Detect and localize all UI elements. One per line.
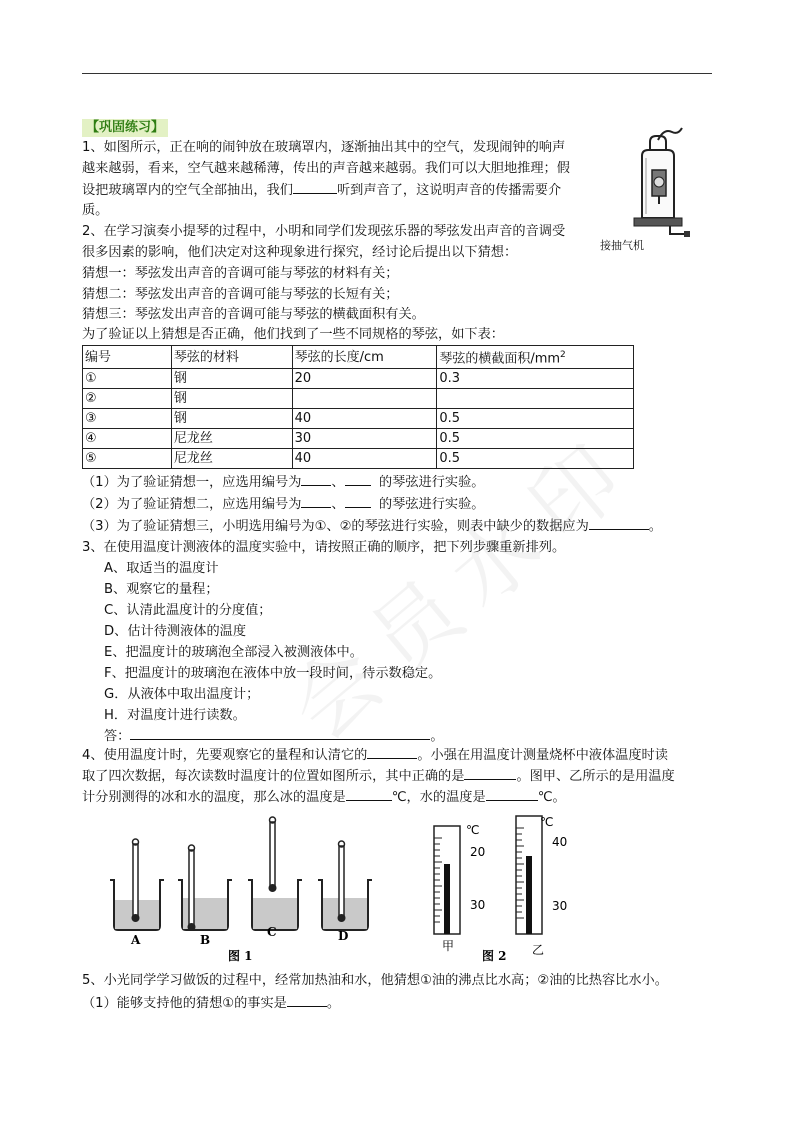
q1-line-2: 越来越弱，看来，空气越来越稀薄，传出的声音越来越弱。我们可以大胆地推理；假	[82, 161, 570, 176]
beaker-label: B	[200, 933, 211, 947]
thermometer-jia-label: 甲	[442, 939, 455, 953]
q4-blank-3[interactable]	[346, 787, 392, 801]
table-cell: 0.5	[437, 409, 634, 429]
beaker-label: A	[131, 933, 141, 947]
q2-guess-3: 猜想三：琴弦发出声音的音调可能与琴弦的横截面积有关。	[82, 307, 425, 322]
thermometer-yi-tick: 30	[552, 899, 568, 913]
table-cell	[437, 389, 634, 409]
q2-line-2: 很多因素的影响，他们决定对这种现象进行探究，经讨论后提出以下猜想：	[82, 245, 518, 260]
q2-line-1: 2、在学习演奏小提琴的过程中，小明和同学们发现弦乐器的琴弦发出声音的音调受	[82, 224, 566, 239]
figure-1-beakers	[100, 808, 390, 970]
q4-line-2: 取了四次数据，每次读数时温度计的位置如图所示，其中正确的是 。图甲、乙所示的是用温度	[82, 766, 675, 787]
q2-sub1-blank-2[interactable]	[345, 472, 371, 486]
table-cell: 0.5	[437, 429, 634, 449]
table-cell: 钢	[171, 369, 292, 389]
table-cell: 0.3	[437, 369, 634, 389]
table-header-cell: 编号	[83, 346, 172, 369]
beaker-label: C	[267, 925, 277, 939]
thermometer-jia	[434, 823, 485, 953]
q3-step-a: A、取适当的温度计	[104, 561, 219, 576]
q2-sub2-blank-1[interactable]	[301, 494, 331, 508]
table-cell	[292, 389, 437, 409]
q3-title: 3、在使用温度计测液体的温度实验中，请按照正确的顺序，把下列步骤重新排列。	[82, 540, 566, 555]
table-cell: 0.5	[437, 449, 634, 469]
q3-step-h: H．对温度计进行读数。	[104, 708, 246, 723]
superscript-2: 2	[560, 350, 566, 360]
q4-blank-4[interactable]	[486, 787, 538, 801]
table-cell: 40	[292, 409, 437, 429]
figure-2-caption: 图 2	[482, 949, 507, 963]
table-header-cell: 琴弦的横截面积$/mm^2$	[437, 346, 634, 369]
table-row	[83, 429, 634, 449]
thermometer-jia-tick: 30	[470, 898, 486, 912]
q3-step-e: E、把温度计的玻璃泡全部浸入被测液体中。	[104, 645, 363, 660]
beaker-label: D	[338, 929, 349, 943]
table-cell: 40	[292, 449, 437, 469]
q1-line-3: 设把玻璃罩内的空气全部抽出，我们 听到声音了，这说明声音的传播需要介	[82, 180, 561, 201]
section-header: 【巩固练习】	[82, 119, 168, 137]
figure-1-caption: 图 1	[228, 949, 253, 963]
table-row	[83, 409, 634, 429]
q2-sub1-blank-1[interactable]	[301, 472, 331, 486]
bell-jar-figure	[600, 122, 692, 254]
table-header-row	[83, 346, 634, 369]
q2-sub-3: （3）为了验证猜想三，小明选用编号为①、②的琴弦进行实验，则表中缺少的数据应为 。	[82, 516, 662, 537]
q1-line-1: 1、如图所示，正在响的闹钟放在玻璃罩内，逐渐抽出其中的空气，发现闹钟的响声	[82, 140, 566, 155]
table-row	[83, 369, 634, 389]
table-header-cell: 琴弦的长度/cm	[292, 346, 437, 369]
q5-line-1: 5、小光同学学习做饭的过程中，经常加热油和水，他猜想①油的沸点比水高；②油的比热容比水小。	[82, 973, 668, 988]
q5-sub1-blank[interactable]	[287, 993, 327, 1007]
q3-step-d: D、估计待测液体的温度	[104, 624, 247, 639]
beaker-a	[110, 839, 164, 947]
table-cell: 尼龙丝	[171, 429, 292, 449]
table-cell: 30	[292, 429, 437, 449]
table-cell: 20	[292, 369, 437, 389]
beaker-d	[318, 841, 372, 943]
q2-table-intro: 为了验证以上猜想是否正确，他们找到了一些不同规格的琴弦，如下表：	[82, 327, 504, 342]
q3-step-b: B、观察它的量程；	[104, 582, 219, 597]
thermometer-yi	[516, 815, 567, 957]
q1-line-4: 质。	[82, 203, 109, 218]
q3-step-f: F、把温度计的玻璃泡在液体中放一段时间，待示数稳定。	[104, 666, 442, 681]
table-header-cell: 琴弦的材料	[171, 346, 292, 369]
q3-step-g: G．从液体中取出温度计；	[104, 687, 260, 702]
string-spec-table	[82, 345, 634, 469]
q3-step-c: C、认清此温度计的分度值；	[104, 603, 272, 618]
table-cell: ④	[83, 429, 172, 449]
table-cell: ①	[83, 369, 172, 389]
thermometer-yi-label: 乙	[532, 943, 545, 957]
q2-sub-2: （2）为了验证猜想二，应选用编号为 、 的琴弦进行实验。	[82, 494, 484, 515]
q4-line-1: 4、使用温度计时，先要观察它的量程和认清它的 。小强在用温度计测量烧杯中液体温度时读	[82, 745, 668, 766]
table-cell: ③	[83, 409, 172, 429]
q4-blank-2[interactable]	[464, 766, 516, 780]
q4-blank-1[interactable]	[367, 745, 417, 759]
q2-guess-2: 猜想二：琴弦发出声音的音调可能与琴弦的长短有关；	[82, 287, 399, 302]
figure-2-thermometers	[420, 808, 590, 970]
beaker-b	[178, 845, 232, 947]
q2-sub2-blank-2[interactable]	[345, 494, 371, 508]
q2-sub-1: （1）为了验证猜想一，应选用编号为 、 的琴弦进行实验。	[82, 472, 484, 493]
table-cell: ②	[83, 389, 172, 409]
thermometer-jia-unit: ℃	[466, 823, 480, 837]
beaker-c	[248, 817, 302, 939]
q5-sub-1: （1）能够支持他的猜想①的事实是 。	[82, 993, 340, 1014]
q4-line-3: 计分别测得的冰和水的温度，那么冰的温度是 ℃，水的温度是 ℃。	[82, 787, 566, 808]
table-cell: 钢	[171, 409, 292, 429]
q3-answer: 答： 。	[104, 726, 444, 747]
thermometer-yi-tick: 40	[552, 835, 568, 849]
thermometer-yi-unit: ℃	[540, 815, 554, 829]
table-row	[83, 449, 634, 469]
table-cell: ⑤	[83, 449, 172, 469]
table-cell: 尼龙丝	[171, 449, 292, 469]
bell-jar-label: 接抽气机	[600, 239, 644, 252]
thermometer-jia-tick: 20	[470, 845, 486, 859]
table-cell: 钢	[171, 389, 292, 409]
table-row	[83, 389, 634, 409]
q1-blank[interactable]	[293, 180, 337, 194]
header-rule	[82, 73, 712, 74]
q3-answer-blank[interactable]	[130, 726, 430, 740]
q2-guess-1: 猜想一：琴弦发出声音的音调可能与琴弦的材料有关；	[82, 266, 399, 281]
q2-sub3-blank[interactable]	[589, 516, 649, 530]
